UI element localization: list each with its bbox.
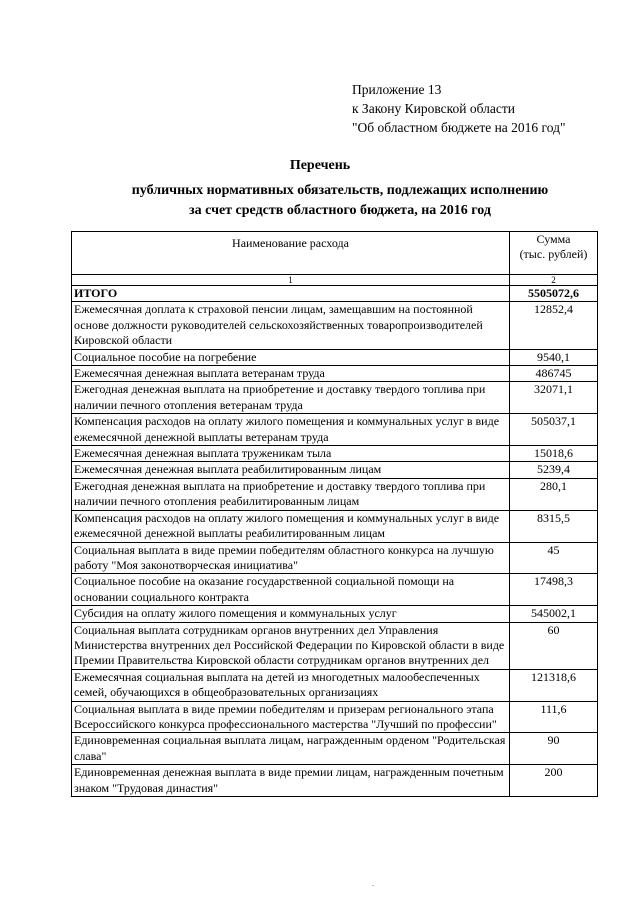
- expense-name-cell: ИТОГО: [72, 286, 510, 302]
- amount-cell: 280,1: [510, 478, 598, 510]
- amount-cell: 12852,4: [510, 302, 598, 349]
- expense-name-cell: Ежегодная денежная выплата на приобретение и доставку твердого топлива при наличии печного отопления реабилитированным лицам: [72, 478, 510, 510]
- header-name-cell: Наименование расхода: [72, 232, 510, 275]
- column-number-row: [72, 275, 598, 286]
- table-row-total: [72, 286, 598, 302]
- expense-name-cell: Единовременная социальная выплата лицам, награжденным орденом "Родительская слава": [72, 733, 510, 765]
- obligations-table: [71, 231, 598, 797]
- amount-cell: 505037,1: [510, 414, 598, 446]
- expense-name-cell: Социальное пособие на погребение: [72, 349, 510, 365]
- expense-name-cell: Компенсация расходов на оплату жилого помещения и коммунальных услуг в виде ежемесячной денежной выплаты реабилитированным лицам: [72, 510, 510, 542]
- appendix-line-3: "Об областном бюджете на 2016 год": [352, 120, 566, 135]
- document-title: Перечень: [289, 158, 351, 173]
- amount-cell: 60: [510, 622, 598, 669]
- amount-cell: 5239,4: [510, 462, 598, 478]
- table-row: [72, 765, 598, 797]
- amount-cell: 45: [510, 542, 598, 574]
- expense-name-cell: Единовременная денежная выплата в виде премии лицам, награжденным почетным знаком "Трудовая династия": [72, 765, 510, 797]
- table-row: [72, 701, 598, 733]
- amount-cell: 15018,6: [510, 446, 598, 462]
- table-row: [72, 574, 598, 606]
- expense-name-cell: Социальное пособие на оказание государственной социальной помощи на основании социального контракта: [72, 574, 510, 606]
- expense-name-cell: Социальная выплата сотрудникам органов внутренних дел Управления Министерства внутренних дел Российской Федерации по Кировской области в виде Премии Правительства Кировской области сотрудникам органов внутренних дел: [72, 622, 510, 669]
- amount-cell: 90: [510, 733, 598, 765]
- expense-name-cell: Ежемесячная денежная выплата ветеранам труда: [72, 366, 510, 382]
- table-row: [72, 382, 598, 414]
- table-row: [72, 366, 598, 382]
- table-row: [72, 622, 598, 669]
- table-row: [72, 478, 598, 510]
- column-number-2: 2: [510, 275, 598, 286]
- expense-name-cell: Ежемесячная денежная выплата реабилитированным лицам: [72, 462, 510, 478]
- table-row: [72, 669, 598, 701]
- amount-cell: 17498,3: [510, 574, 598, 606]
- amount-cell: 111,6: [510, 701, 598, 733]
- expense-name-cell: Социальная выплата в виде премии победителям областного конкурса на лучшую работу "Моя законотворческая инициатива": [72, 542, 510, 574]
- header-sum-unit: (тыс. рублей): [519, 247, 588, 262]
- expense-name-cell: Субсидия на оплату жилого помещения и коммунальных услуг: [72, 606, 510, 622]
- table-row: [72, 446, 598, 462]
- amount-cell: 486745: [510, 366, 598, 382]
- amount-cell: 32071,1: [510, 382, 598, 414]
- table-row: [72, 302, 598, 349]
- appendix-line-1: Приложение 13: [352, 82, 442, 97]
- expense-name-cell: Компенсация расходов на оплату жилого помещения и коммунальных услуг в виде ежемесячной денежной выплаты ветеранам труда: [72, 414, 510, 446]
- document-subtitle-line-1: публичных нормативных обязательств, подлежащих исполнению: [131, 183, 549, 198]
- table-row: [72, 733, 598, 765]
- appendix-block: [352, 80, 566, 137]
- expense-name-cell: Ежегодная денежная выплата на приобретение и доставку твердого топлива при наличии печного отопления ветеранам труда: [72, 382, 510, 414]
- document-subtitle-line-2: за счет средств областного бюджета, на 2016 год: [189, 203, 491, 218]
- table-row: [72, 462, 598, 478]
- amount-cell: 545002,1: [510, 606, 598, 622]
- appendix-line-2: к Закону Кировской области: [352, 101, 516, 116]
- expense-name-cell: Ежемесячная денежная выплата труженикам тыла: [72, 446, 510, 462]
- table-row: [72, 349, 598, 365]
- table-row: [72, 510, 598, 542]
- amount-cell: 5505072,6: [510, 286, 598, 302]
- scan-speck: [372, 885, 374, 886]
- table-row: [72, 542, 598, 574]
- header-sum-cell: [510, 232, 598, 275]
- table-row: [72, 414, 598, 446]
- table-row: [72, 606, 598, 622]
- expense-name-cell: Социальная выплата в виде премии победителям и призерам регионального этапа Всероссийского конкурса профессионального мастерства "Лучший по профессии": [72, 701, 510, 733]
- table-header-row: [72, 232, 598, 275]
- expense-name-cell: Ежемесячная доплата к страховой пенсии лицам, замещавшим на постоянной основе должности руководителей сельскохозяйственных товаропроизводителей Кировской области: [72, 302, 510, 349]
- amount-cell: 9540,1: [510, 349, 598, 365]
- column-number-1: 1: [72, 275, 510, 286]
- expense-name-cell: Ежемесячная социальная выплата на детей из многодетных малообеспеченных семей, обучающихся в общеобразовательных организациях: [72, 669, 510, 701]
- amount-cell: 8315,5: [510, 510, 598, 542]
- amount-cell: 200: [510, 765, 598, 797]
- header-sum-label: Сумма: [536, 232, 571, 246]
- amount-cell: 121318,6: [510, 669, 598, 701]
